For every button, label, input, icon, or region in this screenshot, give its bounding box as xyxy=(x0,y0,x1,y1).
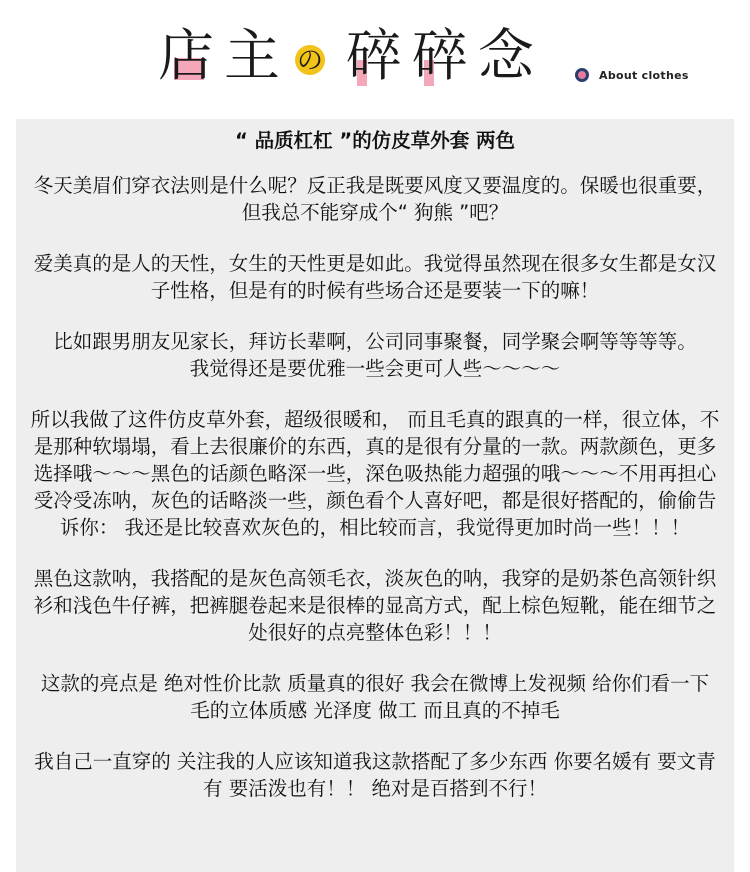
article-body xyxy=(30,127,720,802)
paragraph: 所以我做了这件仿皮草外套，超级很暖和， 而且毛真的跟真的一样，很立体，不是那种软塌塌，看上去很廉价的东西，真的是很有分量的一款。两款颜色，更多选择哦～～～黑色的话颜色略深一些，深色吸热能力超强的哦～～～不用再担心受冷受冻呐，灰色的话略淡一些，颜色看个人喜好吧，都是很好搭配的，偷偷告诉你： 我还是比较喜欢灰色的，相比较而言，我觉得更加时尚一些！！！ xyxy=(30,408,720,539)
paragraph: 冬天美眉们穿衣法则是什么呢？反正我是既要风度又要温度的。保暖也很重要，但我总不能穿成个“ 狗熊 ”吧？ xyxy=(33,174,717,224)
paragraph: 黑色这款呐，我搭配的是灰色高领毛衣，淡灰色的呐，我穿的是奶茶色高领针织衫和浅色牛仔裤，把裤腿卷起来是很棒的显高方式，配上棕色短靴，能在细节之处很好的点亮整体色彩！！！ xyxy=(33,567,717,644)
paragraph: 我觉得还是要优雅一些会更可人些～～～～ xyxy=(189,357,561,380)
paragraph: 爱美真的是人的天性，女生的天性更是如此。我觉得虽然现在很多女生都是女汉子性格，但是有的时候有些场合还是要装一下的嘛！ xyxy=(33,252,717,302)
title-char-4: 碎 xyxy=(346,24,402,89)
article-heading: “ 品质杠杠 ”的仿皮草外套 两色 xyxy=(235,129,515,152)
title-char-5: 碎 xyxy=(412,24,468,89)
title-char-2: 主 xyxy=(224,24,280,89)
about-clothes-text: About clothes xyxy=(599,69,689,82)
title-char-3: の xyxy=(296,46,324,76)
title-char-6: 念 xyxy=(478,24,534,89)
title-no-badge-icon xyxy=(292,42,328,78)
circle-bullet-icon xyxy=(575,68,589,82)
paragraph: 这款的亮点是 绝对性价比款 质量真的很好 我会在微博上发视频 给你们看一下 毛的立体质感 光泽度 做工 而且真的不掉毛 xyxy=(40,672,710,722)
paragraph: 我自己一直穿的 关注我的人应该知道我这款搭配了多少东西 你要名媛有 要文青有 要活泼也有！！ 绝对是百搭到不行！ xyxy=(34,750,716,800)
header xyxy=(0,0,750,118)
paragraph: 比如跟男朋友见家长，拜访长辈啊，公司同事聚餐，同学聚会啊等等等等。 xyxy=(53,330,697,353)
title-char-1: 店 xyxy=(158,24,214,89)
